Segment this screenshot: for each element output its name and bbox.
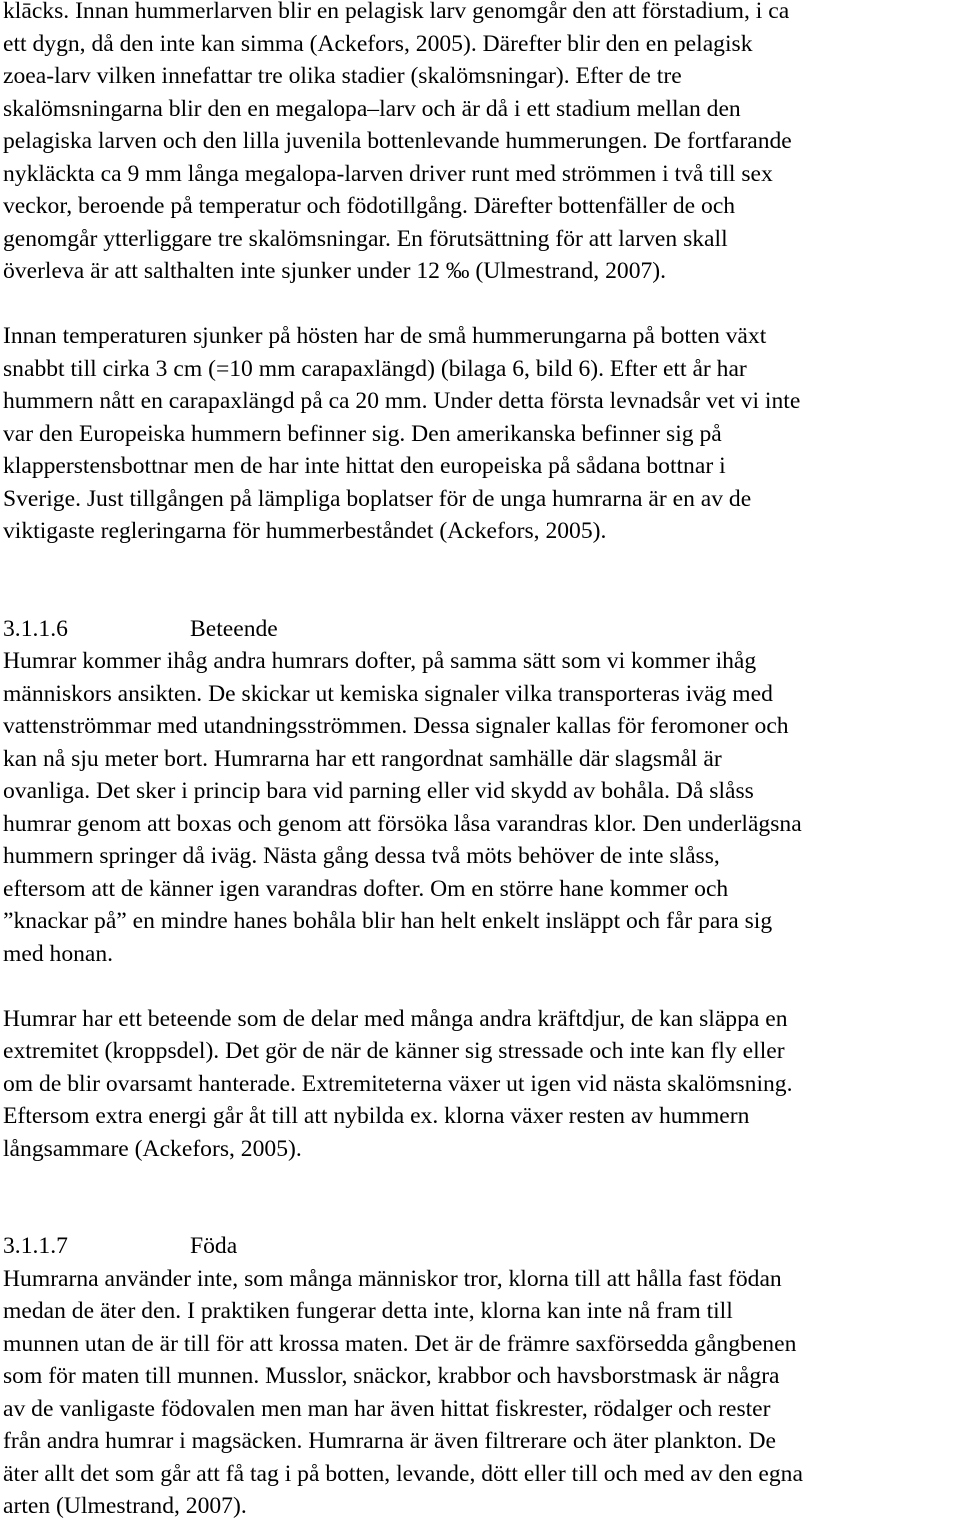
paragraph-spacer [3, 970, 958, 1003]
section-spacer [3, 1165, 958, 1230]
section-heading-beteende [3, 613, 958, 646]
section-spacer [3, 548, 958, 613]
paragraph-food: Humrarna använder inte, som många människor tror, klorna till att hålla fast födan medan de äter den. I praktiken fungerar detta inte, klorna kan inte nå fram till munnen utan de är till för att krossa maten. Det är de främre saxförsedda gångbenen som för maten till munnen. Musslor, snäckor, krabbor och havsborstmask är några av de vanligaste födovalen men man har även hittat fiskrester, rödalger och rester från andra humrar i magsäcken. Humrarna är även filtrerare och äter plankton. De äter allt det som går att få tag i på botten, levande, dött eller till och med av den egna arten (Ulmestrand, 2007). [3, 1265, 803, 1519]
paragraph-juvenile-growth: Innan temperaturen sjunker på hösten har de små hummerungarna på botten växt snabbt till cirka 3 cm (=10 mm carapaxlängd) (bilaga 6, bild 6). Efter ett år har hummern nått en carapaxlängd på ca 20 mm. Under detta första levnadsår vet vi inte var den Europeiska hummern befinner sig. Den amerikanska befinner sig på klapperstensbottnar men de har inte hittat den europeiska på sådana bottnar i Sverige. Just tillgången på lämpliga boplatser för de unga humrarna är en av de viktigaste regleringarna för hummerbeståndet (Ackefors, 2005). [3, 323, 801, 544]
document-page [3, 0, 958, 1523]
section-heading-foda [3, 1230, 958, 1263]
section-title: Beteende [190, 615, 278, 642]
paragraph-spacer [3, 288, 958, 321]
paragraph-larval-stages: klācks. Innan hummerlarven blir en pelagisk larv genomgår den att förstadium, i ca ett dygn, då den inte kan simma (Ackefors, 2005). Därefter blir den en pelagisk zoea-larv vilken innefattar tre olika stadier (skalömsningar). Efter de tre skalömsningarna blir den en megalopa–larv och är då i ett stadium mellan den pelagiska larven och den lilla juvenila bottenlevande hummerungen. De fortfarande nykläckta ca 9 mm långa megalopa-larven driver runt med strömmen i två till sex veckor, beroende på temperatur och födotillgång. Därefter bottenfäller de och genomgår ytterliggare tre skalömsningar. En förutsättning för att larven skall överleva är att salthalten inte sjunker under 12 ‰ (Ulmestrand, 2007). [3, 0, 792, 284]
paragraph-limb-shedding: Humrar har ett beteende som de delar med många andra kräftdjur, de kan släppa en extremitet (kroppsdel). Det gör de när de känner sig stressade och inte kan fly eller om de blir ovarsamt hanterade. Extremiteterna växer ut igen vid nästa skalömsning. Eftersom extra energi går åt till att nybilda ex. klorna växer resten av hummern långsammare (Ackefors, 2005). [3, 1005, 793, 1162]
section-number: 3.1.1.7 [3, 1233, 68, 1259]
paragraph-behaviour: Humrar kommer ihåg andra humrars dofter, på samma sätt som vi kommer ihåg människors ansikten. De skickar ut kemiska signaler vilka transporteras iväg med vattenströmmar med utandningsströmmen. Dessa signaler kallas för feromoner och kan nå sju meter bort. Humrarna har ett rangordnat samhälle där slagsmål är ovanliga. Det sker i princip bara vid parning eller vid skydd av bohåla. Då slåss humrar genom att boxas och genom att försöka låsa varandras klor. Den underlägsna hummern springer då iväg. Nästa gång dessa två möts behöver de inte slåss, eftersom att de känner igen varandras dofter. Om en större hane kommer och ”knackar på” en mindre hanes bohåla blir han helt enkelt insläppt och får para sig med honan. [3, 648, 802, 967]
section-title: Föda [190, 1233, 238, 1259]
section-number: 3.1.1.6 [3, 615, 68, 642]
